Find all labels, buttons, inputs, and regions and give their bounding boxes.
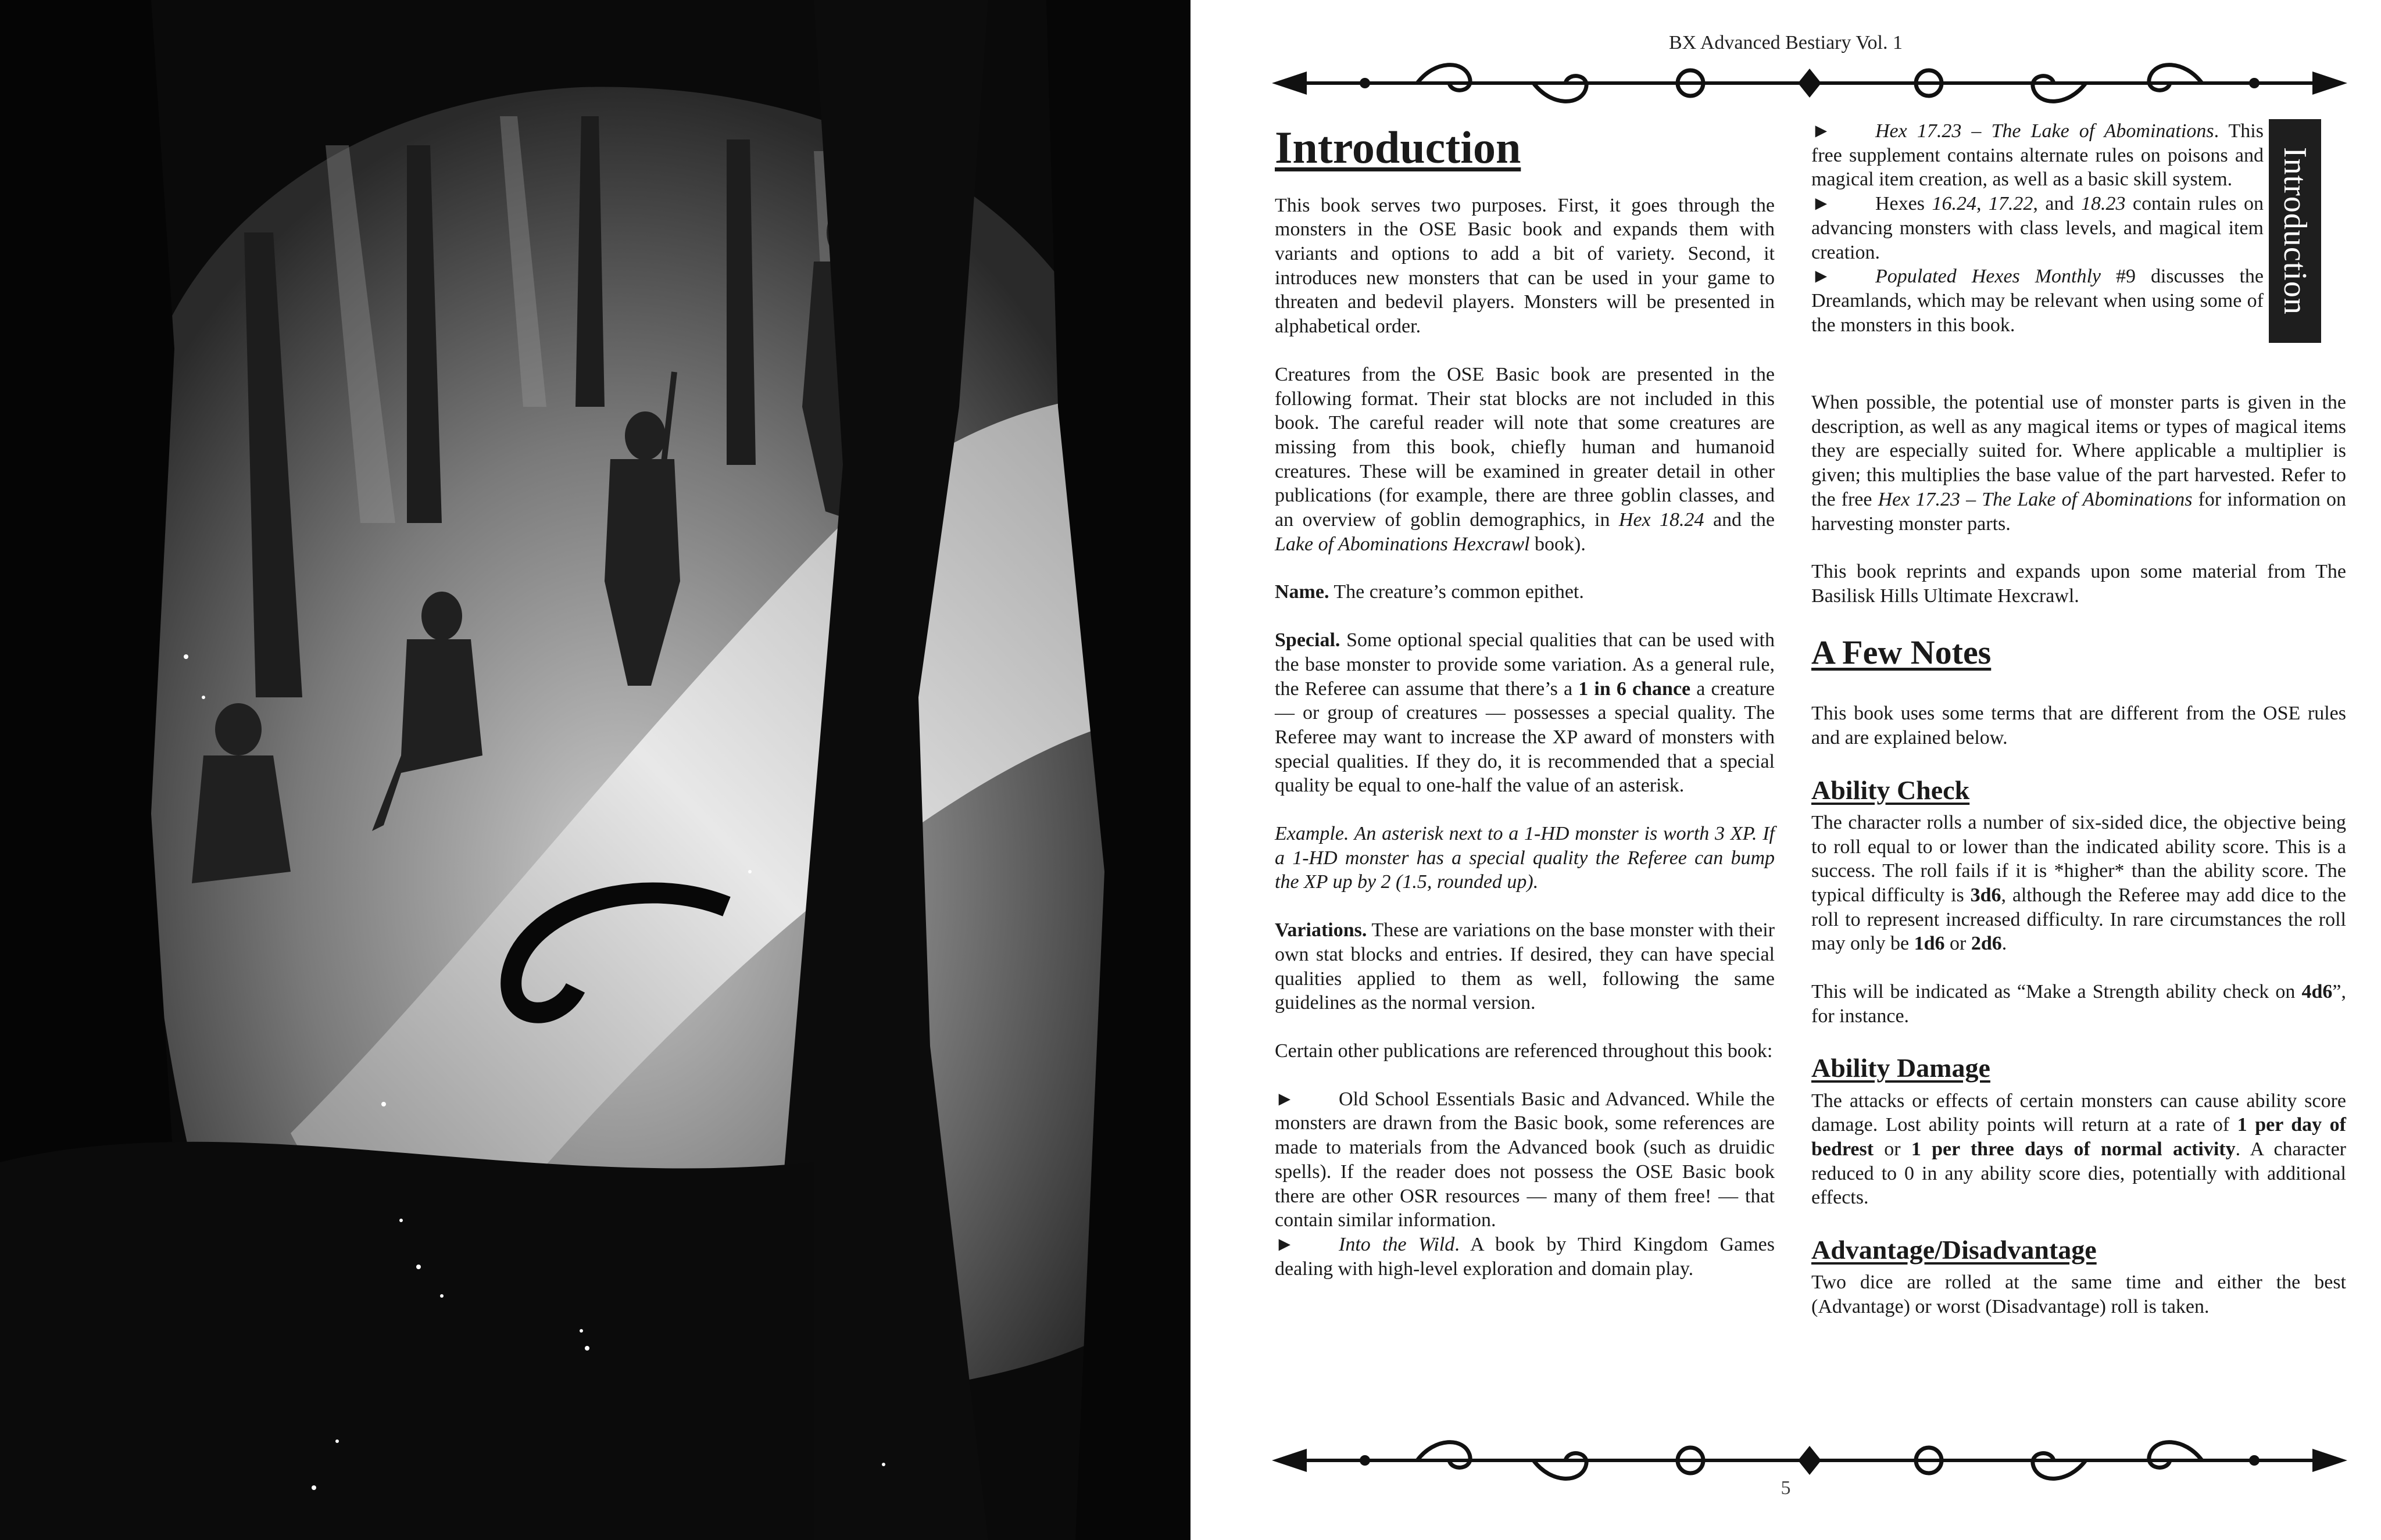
ac-dice-2d6: 2d6: [1971, 933, 2002, 955]
page-number: 5: [1781, 1477, 1791, 1499]
hex-17-22-ref: 17.22: [1988, 193, 2033, 215]
special-entry: [1275, 628, 1775, 798]
advantage-heading: Advantage/Disadvantage: [1811, 1235, 2097, 1265]
hex-16-24-ref: 16.24: [1932, 193, 1976, 215]
bullet-icon: ►: [1811, 266, 1831, 288]
hex-18-24-ref: Hex 18.24: [1618, 509, 1704, 531]
reprint-paragraph: This book reprints and expands upon some material from The Basilisk Hills Ultimate Hexcrawl.: [1811, 561, 2346, 607]
into-the-wild-title: Into the Wild: [1339, 1233, 1455, 1255]
left-text-column: [1275, 119, 1775, 1281]
intro-paragraph: This book serves two purposes. First, it goes through the monsters in the OSE Basic book and expands them with variants and options to add a bit of variety. Second, it introduces new monsters that can be used in your game to threaten and bedevil players. Monsters will be presented in alphabetical order.: [1275, 194, 1775, 338]
monster-parts-paragraph: [1811, 391, 2346, 536]
ac-example-text: This will be indicated as “Make a Strength ability check on: [1811, 981, 2302, 1003]
ac-or: or: [1944, 933, 1971, 955]
bullet-icon: ►: [1275, 1233, 1295, 1255]
foreground-ground: [0, 1142, 814, 1540]
special-text-2: a creature — or group of creatures — possesses a special quality. The Referee may want to increase the XP award of monsters with special qualities. If they do, it is recommended that a special quality be equal to one-half the value of an asterisk.: [1275, 678, 1775, 797]
ability-check-heading: Ability Check: [1811, 775, 1970, 805]
hexes-sep: ,: [1976, 193, 1989, 215]
example-text: Example. An asterisk next to a 1-HD monster is worth 3 XP. If a 1-HD monster has a special quality the Referee can bump the XP up by 2 (1.5, rounded up).: [1275, 823, 1775, 893]
ref-hexes: [1811, 192, 2264, 264]
ac-end: .: [2001, 933, 2007, 955]
populated-hexes-title: Populated Hexes Monthly: [1875, 266, 2101, 288]
name-text: The creature’s common epithet.: [1329, 581, 1584, 603]
section-tab: [2269, 119, 2321, 343]
hex-17-23-title: Hex 17.23 – The Lake of Abominations: [1875, 120, 2214, 142]
running-title: BX Advanced Bestiary Vol. 1: [1669, 32, 1903, 53]
bullet-icon: ►: [1811, 120, 1831, 142]
ad-normal-activity: 1 per three days of normal activity: [1911, 1138, 2236, 1161]
parts-text: When possible, the potential use of monster parts is given in the description, as well as any magical items or types of magical items they are especially suited for. Where applicable a multiplier is given; this multiplies the base value of the part harvested. Refer to the free: [1811, 392, 2346, 510]
special-text: Some optional special qualities that can be used with the base monster to provide some variation. As a general rule, the Referee can assume that there’s a: [1275, 629, 1775, 700]
hexes-sep-2: , and: [2033, 193, 2081, 215]
hexes-text-2: contain rules on advancing monsters with class levels, and magical item creation.: [1811, 193, 2264, 263]
special-label: Special.: [1275, 629, 1340, 651]
ad-or: or: [1874, 1138, 1911, 1161]
populated-hexes-text: #9 discusses the Dreamlands, which may be relevant when using some of the monsters in this book.: [1811, 266, 2264, 336]
lake-of-abominations-ref: Lake of Abominations Hexcrawl: [1275, 533, 1530, 555]
format-paragraph: [1275, 363, 1775, 557]
references-intro: Certain other publications are referenced throughout this book:: [1275, 1040, 1773, 1062]
format-text-2: and the: [1704, 509, 1775, 531]
hex-17-23-text: . This free supplement contains alternate rules on poisons and magical item creation, as well as a basic skill system.: [1811, 120, 2264, 191]
name-label: Name.: [1275, 581, 1329, 603]
ability-check-paragraph: [1811, 811, 2346, 956]
format-text-3: book).: [1529, 533, 1586, 555]
variations-text: These are variations on the base monster with their own stat blocks and entries. If desired, they can have special qualities applied to them as well, following the same guidelines as the normal version.: [1275, 919, 1775, 1014]
variations-label: Variations.: [1275, 919, 1367, 941]
ad-bedrest: 1 per day of bedrest: [1811, 1114, 2346, 1161]
format-text: Creatures from the OSE Basic book are presented in the following format. Their stat blocks are not included in this book. The careful reader will note that some creatures are missing from this book, chiefly human and humanoid creatures. These will be examined in greater detail in other publications (for example, there are three goblin classes, and an overview of goblin demographics, in: [1275, 363, 1775, 531]
ref-ose-text: Old School Essentials Basic and Advanced. While the monsters are drawn from the Basic book, some references are made to materials from the Advanced book (such as druidic spells). If the reader does not possess the OSE Basic book there are other OSR resources — many of them free! — that contain similar information.: [1275, 1088, 1775, 1231]
ac-dice-1d6: 1d6: [1914, 933, 1945, 955]
right-text-column: [1811, 391, 2346, 1319]
into-the-wild-text: . A book by Third Kingdom Games dealing with high-level exploration and domain play.: [1275, 1233, 1775, 1280]
advantage-paragraph: Two dice are rolled at the same time and either the best (Advantage) or worst (Disadvantage) roll is taken.: [1811, 1272, 2346, 1318]
ac-text-2: , although the Referee may add dice to the roll to represent increased difficulty. In rare circumstances the roll may only be: [1811, 884, 2347, 955]
right-text-column-top: [1811, 119, 2264, 361]
top-ornament: [1272, 57, 2347, 109]
text-page: [1190, 0, 2381, 1540]
parts-text-2: for information on harvesting monster parts.: [1811, 488, 2346, 535]
ac-example-dice: 4d6: [2301, 981, 2333, 1003]
section-tab-label: Introduction: [2277, 147, 2313, 315]
ac-dice-3d6: 3d6: [1970, 884, 2001, 906]
ability-check-example: [1811, 980, 2346, 1028]
ad-text-2: . A character reduced to 0 in any ability score dies, potentially with additional effects.: [1811, 1138, 2346, 1209]
ac-example-end: ”, for instance.: [1811, 981, 2346, 1027]
variations-entry: [1275, 918, 1775, 1015]
bullet-icon: ►: [1275, 1088, 1295, 1110]
ref-into-the-wild: [1275, 1233, 1775, 1281]
name-entry: [1275, 580, 1775, 604]
notes-intro: This book uses some terms that are different from the OSE rules and are explained below.: [1811, 703, 2346, 748]
forest-adventurers-illustration: [0, 0, 1190, 1540]
ability-damage-heading: Ability Damage: [1811, 1053, 1990, 1083]
ac-text: The character rolls a number of six-sided dice, the objective being to roll equal to or lower than the indicated ability score. This is a success. The roll fails if it is *higher* than the ability score. The typical difficulty is: [1811, 811, 2346, 906]
special-chance: 1 in 6 chance: [1578, 678, 1691, 700]
example-paragraph: [1275, 822, 1775, 894]
ref-ose: [1275, 1087, 1775, 1233]
bullet-icon: ►: [1811, 193, 1831, 215]
notes-heading: A Few Notes: [1811, 633, 1992, 671]
hexes-text: Hexes: [1875, 193, 1932, 215]
ref-populated-hexes: [1811, 264, 2264, 337]
ref-hex-17-23: [1811, 119, 2264, 192]
parts-ref: Hex 17.23 – The Lake of Abominations: [1878, 488, 2193, 510]
ad-text: The attacks or effects of certain monsters can cause ability score damage. Lost ability points will return at a rate of: [1811, 1090, 2346, 1136]
page-title: Introduction: [1275, 122, 1521, 173]
hex-18-23-ref: 18.23: [2080, 193, 2126, 215]
ability-damage-paragraph: [1811, 1089, 2346, 1210]
illustration-canvas: [0, 0, 1190, 1540]
